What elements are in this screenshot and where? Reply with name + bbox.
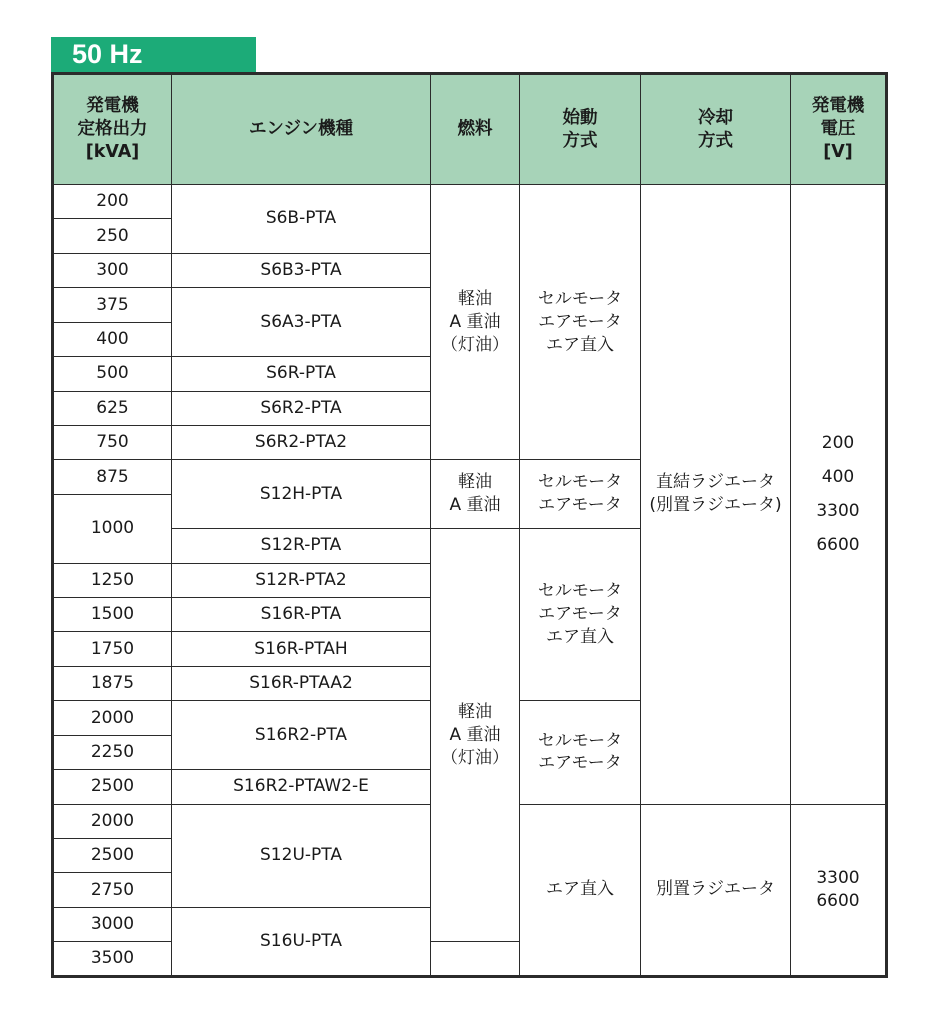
output-cell: 750	[53, 425, 172, 459]
output-cell: 2000	[53, 701, 172, 735]
starting-cell: セルモータ エアモータ エア直入	[520, 185, 641, 460]
engine-cell: S16U-PTA	[172, 907, 431, 976]
output-cell: 1875	[53, 666, 172, 700]
starting-cell: セルモータ エアモータ	[520, 460, 641, 529]
starting-cell: セルモータ エアモータ	[520, 701, 641, 804]
engine-cell: S6A3-PTA	[172, 288, 431, 357]
header-engine-model: エンジン機種	[172, 74, 431, 185]
output-cell: 400	[53, 322, 172, 356]
header-cooling-method: 冷却 方式	[641, 74, 791, 185]
header-rated-output: 発電機 定格出力 [kVA]	[53, 74, 172, 185]
output-cell: 1250	[53, 563, 172, 597]
engine-cell: S16R2-PTAW2-E	[172, 770, 431, 804]
output-cell: 1750	[53, 632, 172, 666]
engine-cell: S12H-PTA	[172, 460, 431, 529]
header-fuel: 燃料	[431, 74, 520, 185]
table-row	[53, 185, 887, 219]
fuel-cell: 軽油 A 重油 （灯油）	[431, 185, 520, 460]
cooling-cell: 別置ラジエータ	[641, 804, 791, 976]
output-cell: 375	[53, 288, 172, 322]
engine-cell: S12R-PTA2	[172, 563, 431, 597]
engine-cell: S16R-PTAA2	[172, 666, 431, 700]
output-cell: 250	[53, 219, 172, 253]
output-cell: 2500	[53, 770, 172, 804]
output-cell: 2250	[53, 735, 172, 769]
generator-spec-table	[51, 72, 888, 978]
output-cell: 1500	[53, 598, 172, 632]
voltage-cell: 200 400 3300 6600	[791, 185, 887, 805]
engine-cell: S6B-PTA	[172, 185, 431, 254]
engine-cell: S12R-PTA	[172, 529, 431, 563]
output-cell: 875	[53, 460, 172, 494]
output-cell: 2000	[53, 804, 172, 838]
frequency-tab: 50 Hz	[51, 37, 256, 72]
header-row	[53, 74, 887, 185]
output-cell: 500	[53, 357, 172, 391]
output-cell: 2500	[53, 839, 172, 873]
header-starting-method: 始動 方式	[520, 74, 641, 185]
header-voltage: 発電機 電圧 [V]	[791, 74, 887, 185]
engine-cell: S12U-PTA	[172, 804, 431, 907]
output-cell: 3500	[53, 942, 172, 977]
engine-cell: S6R-PTA	[172, 357, 431, 391]
engine-cell: S6R2-PTA	[172, 391, 431, 425]
engine-cell: S6B3-PTA	[172, 253, 431, 287]
starting-cell: エア直入	[520, 804, 641, 976]
output-cell: 2750	[53, 873, 172, 907]
cooling-cell: 直結ラジエータ (別置ラジエータ)	[641, 185, 791, 805]
output-cell: 625	[53, 391, 172, 425]
engine-cell: S6R2-PTA2	[172, 425, 431, 459]
output-cell: 200	[53, 185, 172, 219]
output-cell: 3000	[53, 907, 172, 941]
engine-cell: S16R2-PTA	[172, 701, 431, 770]
engine-cell: S16R-PTA	[172, 598, 431, 632]
starting-cell: セルモータ エアモータ エア直入	[520, 529, 641, 701]
fuel-cell: 軽油 A 重油 （灯油）	[431, 529, 520, 942]
fuel-cell: 軽油 A 重油	[431, 460, 520, 529]
engine-cell: S16R-PTAH	[172, 632, 431, 666]
output-cell: 1000	[53, 494, 172, 563]
output-cell: 300	[53, 253, 172, 287]
voltage-cell: 3300 6600	[791, 804, 887, 976]
